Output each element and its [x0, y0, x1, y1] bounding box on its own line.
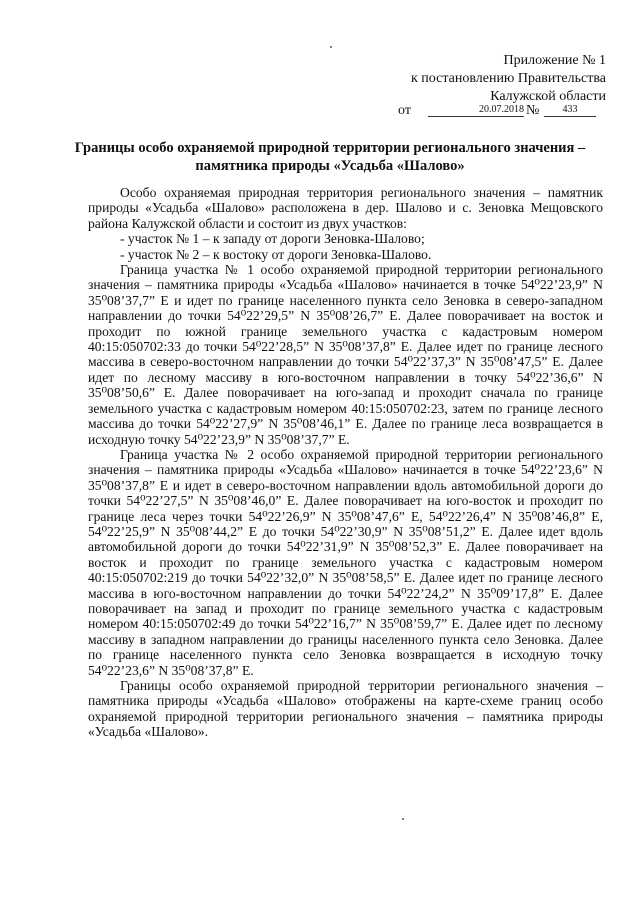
appendix-region: Калужской области [490, 89, 606, 104]
number-label: № [526, 103, 540, 118]
scan-speck [330, 46, 332, 48]
scan-speck [402, 818, 404, 820]
appendix-header [380, 52, 606, 106]
intro-paragraph: Особо охраняемая природная территория регионального значения – памятник природы «Усадьба «Шалово» расположена в дер. Шалово и с. Зеновка Мещовского района Калужской области и состоит из двух участков: [88, 185, 603, 231]
resolution-date-line [398, 103, 604, 123]
document-body [88, 185, 603, 740]
date-prefix: от [398, 103, 411, 118]
map-reference-paragraph: Границы особо охраняемой природной территории регионального значения – памятника природы «Усадьба «Шалово» отображены на карте-схеме границ особо охраняемой природной территории регионального значения – памятника природы «Усадьба «Шалово». [88, 678, 603, 740]
list-item-plot-2: - участок № 2 – к востоку от дороги Зеновка-Шалово. [120, 246, 432, 262]
title-line-2: памятника природы «Усадьба «Шалово» [195, 158, 465, 174]
document-title [70, 139, 590, 175]
title-line-1: Границы особо охраняемой природной территории регионального значения – [74, 140, 586, 156]
plot-2-boundary-paragraph: Граница участка № 2 особо охраняемой природной территории регионального значения – памятника природы «Усадьба «Шалово» начинается в точке 54⁰22’23,6” N 35⁰08’37,8” E и идет в северо-восточном направлении вдоль автомобильной дороги до точки 54⁰22’27,5” N 35⁰08’46,0” E. Далее поворачивает на юго-восток и проходит по границе леса через точки 54⁰22’26,9” N 35⁰08’47,6” E, 54⁰22’26,4” N 35⁰08’46,8” E, 54⁰22’25,9” N 35⁰08’44,2” E до точки 54⁰22’30,9” N 35⁰08’51,2” E. Далее идет вдоль автомобильной дороги до точки 54⁰22’31,9” N 35⁰08’52,3” E. Далее поворачивает на восток и проходит по границе земельного участка с кадастровым номером 40:15:050702:219 до точки 54⁰22’32,0” N 35⁰08’58,5” E. Далее идет по границе лесного массива в юго-восточном направлении до точки 54⁰22’24,2” N 35⁰09’17,8” E. Далее поворачивает на запад и проходит по границе земельного участка с кадастровым номером 40:15:050702:49 до точки 54⁰22’16,7” N 35⁰08’59,7” E. Далее идет по лесному массиву в западном направлении до границы населенного пункта село Зеновка. Далее по границе населенного пункта село Зеновка возвращается в исходную точку 54⁰22’23,6” N 35⁰08’37,8” E. [88, 446, 603, 678]
appendix-resolution: к постановлению Правительства [410, 71, 606, 86]
list-item-plot-1: - участок № 1 – к западу от дороги Зеновка-Шалово; [120, 231, 425, 247]
resolution-date: 20.07.2018 [428, 103, 524, 117]
plot-1-boundary-paragraph: Граница участка № 1 особо охраняемой природной территории регионального значения – памятника природы «Усадьба «Шалово» начинается в точке 54⁰22’23,9” N 35⁰08’37,7” E и идет по границе населенного пункта село Зеновка в северо-западном направлении до точки 54⁰22’29,5” N 35⁰08’26,7” E. Далее поворачивает на восток и проходит по южной границе земельного участка с кадастровым номером 40:15:050702:33 до точки 54⁰22’28,5” N 35⁰08’37,8” E. Далее идет по границе лесного массива в северо-восточном направлении до точки 54⁰22’37,3” N 35⁰08’47,5” E. Далее идет по лесному массиву в юго-восточном направлении в точку 54⁰22’36,6” N 35⁰08’50,6” E. Далее поворачивает на юго-запад и проходит сначала по границе земельного участка с кадастровым номером 40:15:050702:23, затем по границе лесного массива до точки 54⁰22’27,9” N 35⁰08’46,1” E. Далее по границе леса возвращается в исходную точку 54⁰22’23,9” N 35⁰08’37,7” E. [88, 262, 603, 447]
resolution-number: 433 [544, 103, 596, 117]
appendix-number: Приложение № 1 [503, 53, 606, 68]
